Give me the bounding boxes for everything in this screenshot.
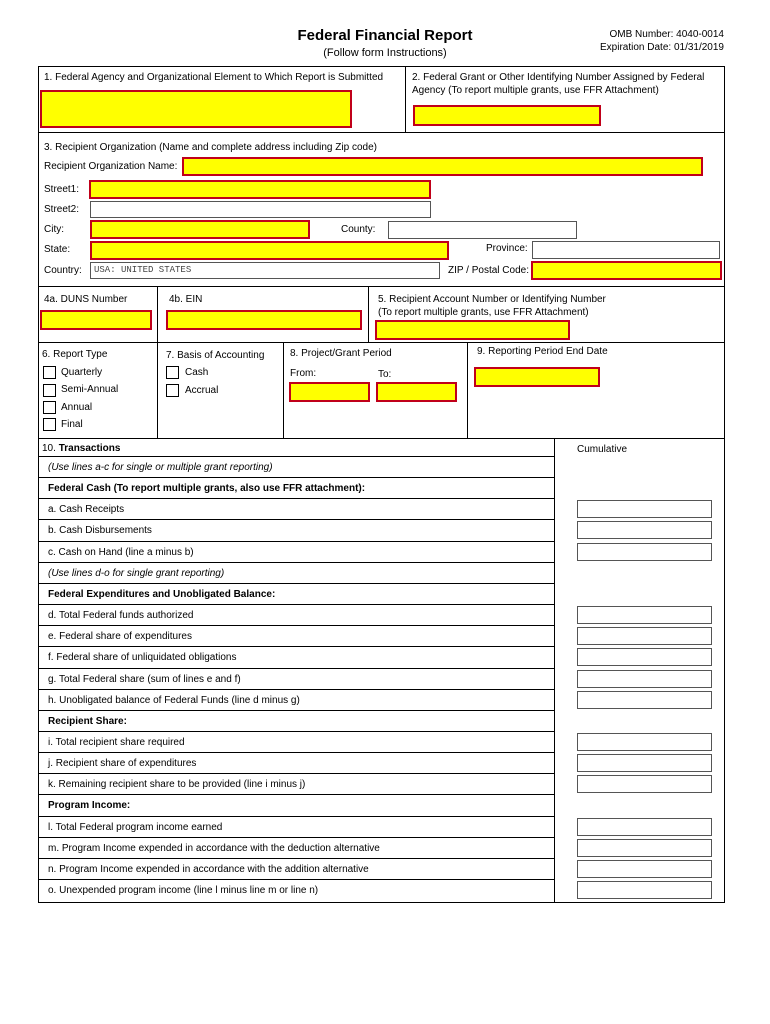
duns-field[interactable]	[40, 310, 152, 330]
basis-accounting-label: 7. Basis of Accounting	[166, 350, 265, 361]
country-label: Country:	[44, 265, 82, 276]
cash-checkbox[interactable]	[166, 366, 179, 379]
org-name-label: Recipient Organization Name:	[44, 161, 178, 172]
city-field[interactable]	[90, 220, 310, 239]
city-label: City:	[44, 224, 64, 235]
annual-label: Annual	[61, 402, 93, 413]
cumulative-field[interactable]	[577, 521, 712, 539]
duns-label: 4a. DUNS Number	[44, 294, 128, 305]
transaction-row-label: c. Cash on Hand (line a minus b)	[48, 546, 194, 558]
annual-checkbox[interactable]	[43, 401, 56, 414]
transaction-row-label: n. Program Income expended in accordance with the addition alternative	[48, 863, 369, 875]
transaction-row-divider	[38, 710, 555, 711]
final-checkbox[interactable]	[43, 418, 56, 431]
transaction-row-label: (Use lines d-o for single grant reporting)	[48, 567, 225, 579]
transaction-row-divider	[38, 731, 555, 732]
project-period-label: 8. Project/Grant Period	[290, 348, 392, 359]
transaction-row-divider	[38, 794, 555, 795]
transaction-row-label: (Use lines a-c for single or multiple grant reporting)	[48, 462, 273, 473]
cumulative-field[interactable]	[577, 500, 712, 518]
transaction-row-divider	[38, 752, 555, 753]
account-number-field[interactable]	[375, 320, 570, 340]
federal-grant-number-field[interactable]	[413, 105, 601, 126]
transaction-row-label: Program Income:	[48, 800, 131, 812]
divider-row-3	[38, 286, 725, 287]
cumulative-field[interactable]	[577, 670, 712, 688]
transaction-row-label: k. Remaining recipient share to be provided (line i minus j)	[48, 779, 306, 791]
ein-field[interactable]	[166, 310, 362, 330]
transaction-row-label: h. Unobligated balance of Federal Funds (line d minus g)	[48, 694, 300, 706]
period-end-date-label: 9. Reporting Period End Date	[477, 346, 608, 357]
transaction-row-divider	[38, 477, 555, 478]
transaction-row-label: Recipient Share:	[48, 715, 127, 727]
cumulative-field[interactable]	[577, 691, 712, 709]
street1-field[interactable]	[89, 180, 431, 199]
divider-row-6	[38, 438, 725, 439]
state-field[interactable]	[90, 241, 449, 260]
transaction-row-label: Federal Expenditures and Unobligated Balance:	[48, 588, 276, 600]
cumulative-column-divider	[554, 438, 555, 903]
transaction-row-label: b. Cash Disbursements	[48, 525, 152, 537]
transaction-row-label: i. Total recipient share required	[48, 736, 185, 748]
divider-row-4	[38, 342, 725, 343]
county-label: County:	[341, 224, 376, 235]
transaction-row-divider	[38, 773, 555, 774]
org-name-field[interactable]	[182, 157, 703, 176]
transaction-row-label: f. Federal share of unliquidated obligations	[48, 652, 237, 664]
quarterly-label: Quarterly	[61, 367, 103, 378]
divider-row-1	[38, 132, 725, 133]
transaction-row-divider	[38, 519, 555, 520]
section-2-label-line2: Agency (To report multiple grants, use FFR Attachment)	[412, 85, 659, 96]
transaction-row-divider	[38, 583, 555, 584]
form-title: Federal Financial Report	[297, 27, 473, 44]
street2-label: Street2:	[44, 204, 80, 215]
transactions-title-text: Transactions	[58, 443, 121, 454]
transaction-row-label: Federal Cash (To report multiple grants, also use FFR attachment):	[48, 483, 366, 495]
transaction-row-divider	[38, 816, 555, 817]
divider-8-9	[467, 342, 468, 438]
street2-field[interactable]	[90, 201, 431, 218]
final-label: Final	[61, 419, 83, 430]
transaction-row-divider	[38, 646, 555, 647]
ein-label: 4b. EIN	[169, 294, 203, 305]
cumulative-field[interactable]	[577, 881, 712, 899]
omb-number: OMB Number: 4040-0014	[609, 29, 724, 40]
county-field[interactable]	[388, 221, 577, 239]
period-to-label: To:	[378, 369, 392, 380]
transaction-row-label: d. Total Federal funds authorized	[48, 610, 194, 622]
state-label: State:	[44, 244, 71, 255]
transactions-header-line	[38, 456, 555, 457]
period-to-field[interactable]	[376, 382, 457, 402]
accrual-label: Accrual	[185, 385, 219, 396]
divider-1-2	[405, 66, 406, 132]
cumulative-field[interactable]	[577, 543, 712, 561]
federal-agency-field[interactable]	[40, 90, 352, 128]
cumulative-field[interactable]	[577, 606, 712, 624]
transactions-title	[42, 443, 120, 454]
transaction-row-divider	[38, 498, 555, 499]
transaction-row-divider	[38, 541, 555, 542]
section-1-label: 1. Federal Agency and Organizational Element to Which Report is Submitted	[44, 72, 384, 83]
semi-annual-label: Semi-Annual	[61, 384, 119, 395]
form-subtitle: (Follow form Instructions)	[323, 47, 447, 59]
cumulative-field[interactable]	[577, 860, 712, 878]
period-from-label: From:	[290, 368, 317, 379]
section-2-label-line1: 2. Federal Grant or Other Identifying Number Assigned by Federal	[412, 72, 705, 83]
transaction-row-label: l. Total Federal program income earned	[48, 821, 223, 833]
semi-annual-checkbox[interactable]	[43, 384, 56, 397]
cumulative-field[interactable]	[577, 627, 712, 645]
cumulative-field[interactable]	[577, 818, 712, 836]
accrual-checkbox[interactable]	[166, 384, 179, 397]
transaction-row-divider	[38, 837, 555, 838]
transactions-number: 10.	[42, 443, 56, 454]
transaction-row-divider	[38, 625, 555, 626]
account-label-line2: (To report multiple grants, use FFR Attachment)	[378, 307, 589, 318]
transaction-row-label: g. Total Federal share (sum of lines e and f)	[48, 673, 241, 685]
account-label-line1: 5. Recipient Account Number or Identifying Number	[378, 294, 606, 305]
country-field[interactable]: USA: UNITED STATES	[90, 262, 440, 279]
street1-label: Street1:	[44, 184, 80, 195]
transaction-row-label: o. Unexpended program income (line l minus line m or line n)	[48, 885, 319, 896]
cumulative-field[interactable]	[577, 754, 712, 772]
expiration-date: Expiration Date: 01/31/2019	[600, 42, 724, 53]
omb-block	[600, 28, 724, 54]
cumulative-field[interactable]	[577, 839, 712, 857]
cash-label: Cash	[185, 367, 209, 378]
period-end-date-field[interactable]	[474, 367, 600, 387]
transaction-row-divider	[38, 879, 555, 880]
cumulative-field[interactable]	[577, 733, 712, 751]
period-from-field[interactable]	[289, 382, 370, 402]
divider-4a-4b	[157, 286, 158, 342]
cumulative-field[interactable]	[577, 648, 712, 666]
zip-field[interactable]	[531, 261, 722, 280]
cumulative-field[interactable]	[577, 775, 712, 793]
divider-6-7	[157, 342, 158, 438]
province-field[interactable]	[532, 241, 720, 259]
transaction-row-label: e. Federal share of expenditures	[48, 631, 192, 643]
section-3-label: 3. Recipient Organization (Name and complete address including Zip code)	[44, 142, 377, 153]
transaction-row-label: m. Program Income expended in accordance with the deduction alternative	[48, 842, 380, 854]
province-label: Province:	[486, 243, 528, 254]
transaction-row-divider	[38, 668, 555, 669]
quarterly-checkbox[interactable]	[43, 366, 56, 379]
report-type-label: 6. Report Type	[42, 349, 108, 360]
cumulative-header: Cumulative	[577, 444, 628, 455]
transaction-row-label: j. Recipient share of expenditures	[48, 758, 197, 770]
divider-4b-5	[368, 286, 369, 342]
divider-7-8	[283, 342, 284, 438]
transaction-row-divider	[38, 562, 555, 563]
transaction-row-divider	[38, 604, 555, 605]
transaction-row-divider	[38, 858, 555, 859]
zip-label: ZIP / Postal Code:	[448, 265, 529, 276]
transaction-row-label: a. Cash Receipts	[48, 504, 125, 516]
transaction-row-divider	[38, 689, 555, 690]
